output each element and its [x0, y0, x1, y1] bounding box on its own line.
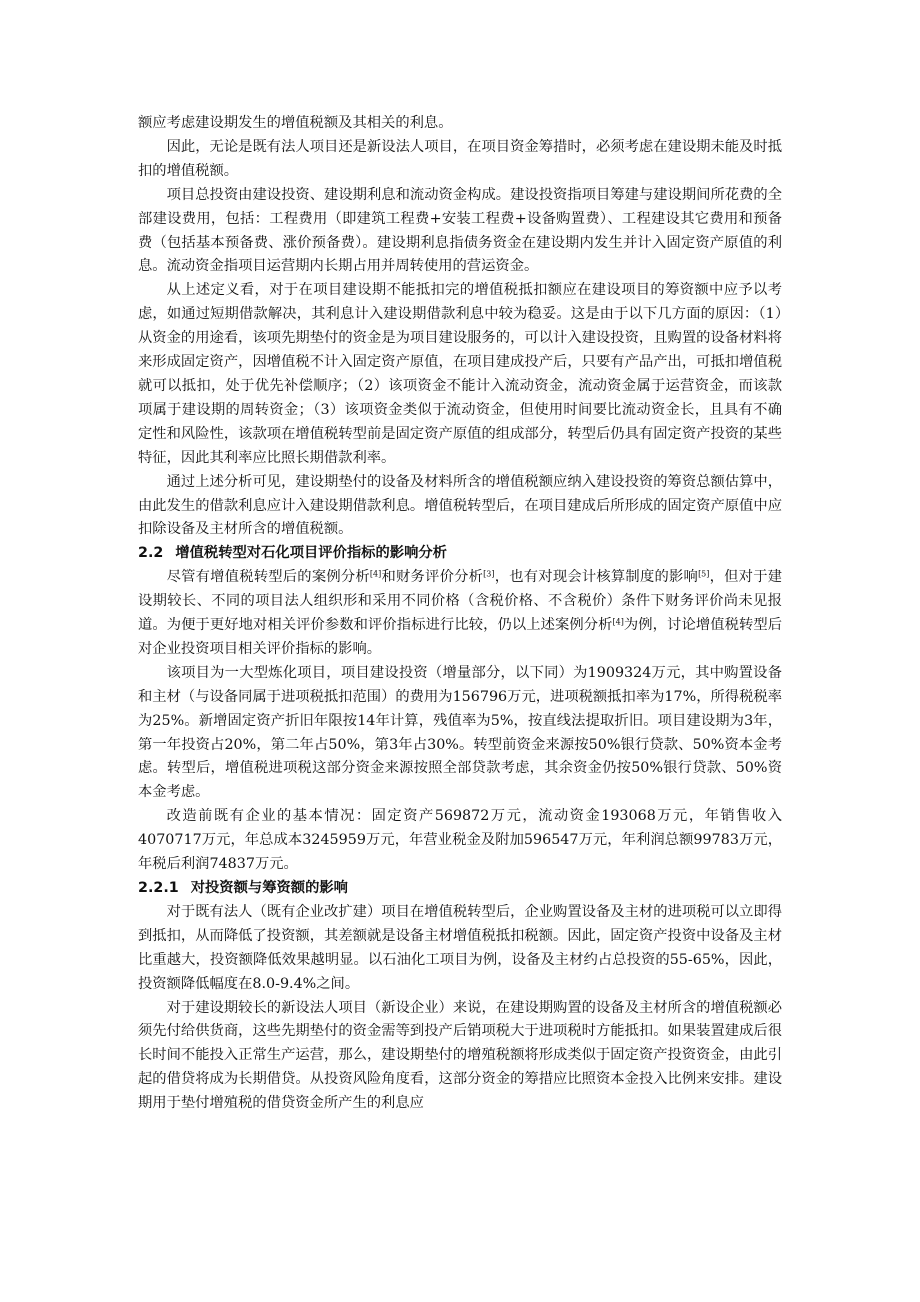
paragraph-text: 尽管有增值税转型后的案例分析 — [166, 569, 370, 586]
paragraph-text: 项目总投资由建设投资、建设期利息和流动资金构成。建设投资指项目筹建与建设期间所花费的全部建设费用，包括：工程费用（即建筑工程费+安装工程费+设备购置费）、工程建设其它费用和预备费（包括基本预备费、涨价预备费）。建设期利息指债务资金在建设期内发生并计入固定资产原值的利息。流动资金指项目运营期内长期占用并周转使用的营运资金。 — [138, 186, 782, 275]
body-paragraph — [138, 566, 782, 662]
paragraph-text: 改造前既有企业的基本情况：固定资产569872万元，流动资金193068万元，年销售收入4070717万元，年总成本3245959万元，年营业税金及附加596547万元，年利润总额99783万元，年税后利润74837万元。 — [138, 808, 782, 873]
section-title: 对投资额与筹资额的影响 — [190, 880, 348, 896]
citation-reference: [5] — [698, 569, 710, 579]
document-page — [138, 112, 782, 1116]
section-heading — [138, 542, 782, 566]
citation-reference: [4] — [612, 617, 624, 627]
paragraph-text: 从上述定义看，对于在项目建设期不能抵扣完的增值税抵扣额应在建设项目的筹资额中应予以考虑，如通过短期借款解决，其利息计入建设期借款利息中较为稳妥。这是由于以下几方面的原因：（1）从资金的用途看，该项先期垫付的资金是为项目建设服务的，可以计入建设投资，且购置的设备材料将来形成固定资产，因增值税不计入固定资产原值，在项目建成投产后，只要有产品产出，可抵扣增值税就可以抵扣，处于优先补偿顺序；（2）该项资金不能计入流动资金，流动资金属于运营资金，而该款项属于建设期的周转资金；（3）该项资金类似于流动资金，但使用时间要比流动资金长，且具有不确定性和风险性，该款项在增值税转型前是固定资产原值的组成部分，转型后仍具有固定资产投资的某些特征，因此其利率应比照长期借款利率。 — [138, 282, 782, 466]
paragraph-text: 因此，无论是既有法人项目还是新设法人项目，在项目资金筹措时，必须考虑在建设期未能及时抵扣的增值税额。 — [138, 138, 782, 179]
body-paragraph — [138, 471, 782, 543]
paragraph-text: 和财务评价分析 — [381, 569, 484, 586]
section-heading — [138, 877, 782, 901]
paragraph-text: ，也有对现会计核算制度的影响 — [494, 569, 699, 586]
section-number: 2.2.1 — [138, 880, 179, 896]
paragraph-text: 对于建设期较长的新设法人项目（新设企业）来说，在建设期购置的设备及主材所含的增值税额必须先付给供货商，这些先期垫付的资金需等到投产后销项税大于进项税时方能抵扣。如果装置建成后很长时间不能投入正常生产运营，那么，建设期垫付的增殖税额将形成类似于固定资产投资资金，由此引起的借贷将成为长期借贷。从投资风险角度看，这部分资金的筹措应比照资本金投入比例来安排。建设期用于垫付增殖税的借贷资金所产生的利息应 — [138, 999, 782, 1112]
body-paragraph — [138, 997, 782, 1117]
body-paragraph — [138, 662, 782, 805]
body-paragraph — [138, 112, 782, 136]
paragraph-text: ，但对于建设期较长、不同的项目法人组织形和采用不同价格（含税价格、不含税价）条件下财务评价尚未见报道。为便于更好地对相关评价参数和评价指标进行比较，仍以上述案例分析 — [138, 569, 783, 634]
body-paragraph — [138, 279, 782, 470]
body-paragraph — [138, 901, 782, 997]
paragraph-text: 对于既有法人（既有企业改扩建）项目在增值税转型后，企业购置设备及主材的进项税可以立即得到抵扣，从而降低了投资额，其差额就是设备主材增值税抵扣税额。因此，固定资产投资中设备及主材比重越大，投资额降低效果越明显。以石油化工项目为例，设备及主材约占总投资的55-65%，因此，投资额降低幅度在8.0-9.4%之间。 — [138, 903, 782, 992]
citation-reference: [4] — [369, 569, 382, 579]
paragraph-text: 为例，讨论增值税转型后对企业投资项目相关评价指标的影响。 — [138, 617, 783, 657]
section-number: 2.2 — [138, 545, 164, 562]
paragraph-text: 通过上述分析可见，建设期垫付的设备及材料所含的增值税额应纳入建设投资的筹资总额估算中，由此发生的借款利息应计入建设期借款利息。增值税转型后，在项目建成后所形成的固定资产原值中应扣除设备及主材所含的增值税额。 — [138, 473, 782, 538]
paragraph-text: 该项目为一大型炼化项目，项目建设投资（增量部分，以下同）为1909324万元，其中购置设备和主材（与设备同属于进项税抵扣范围）的费用为156796万元，进项税额抵扣率为17%，所得税税率为25%。新增固定资产折旧年限按14年计算，残值率为5%，按直线法提取折旧。项目建设期为3年，第一年投资占20%，第二年占50%，第3年占30%。转型前资金来源按50%银行贷款、50%资本金考虑。转型后，增值税进项税这部分资金来源按照全部贷款考虑，其余资金仍按50%银行贷款、50%资本金考虑。 — [138, 664, 782, 801]
paragraph-text: 额应考虑建设期发生的增值税额及其相关的利息。 — [138, 115, 453, 131]
section-title: 增值税转型对石化项目评价指标的影响分析 — [175, 545, 447, 562]
body-paragraph — [138, 184, 782, 280]
body-paragraph — [138, 805, 782, 877]
body-paragraph — [138, 136, 782, 184]
citation-reference: [3] — [483, 569, 495, 579]
